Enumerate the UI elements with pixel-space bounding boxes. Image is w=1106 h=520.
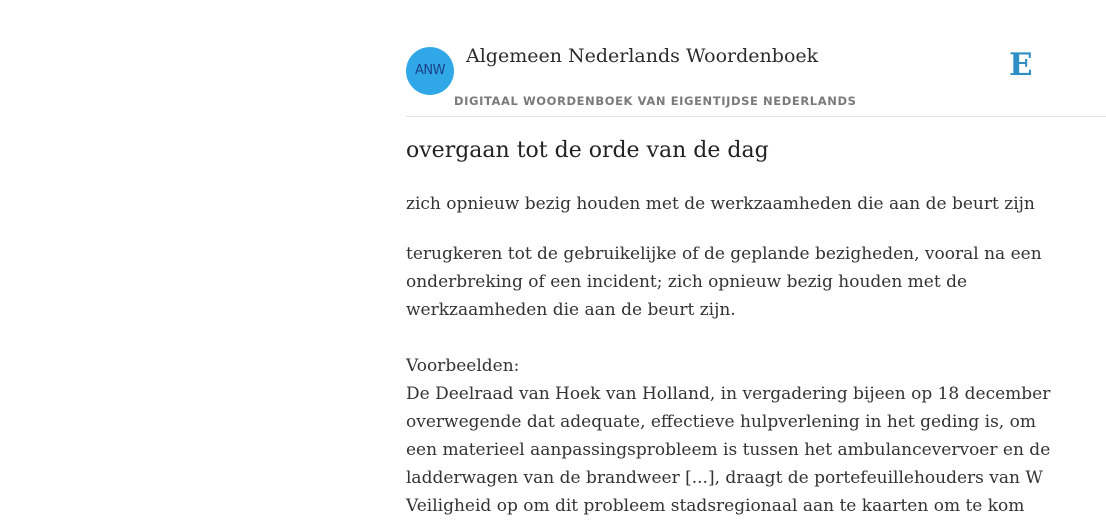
site-title[interactable]: Algemeen Nederlands Woordenboek	[466, 45, 819, 67]
site-header	[406, 0, 1106, 117]
dictionary-page	[406, 0, 1106, 516]
long-definition: terugkeren tot de gebruikelijke of de geplande bezigheden, vooral na een onderbreking of een incident; zich opnieuw bezig houden met de werkzaamheden die aan de beurt zijn.	[406, 244, 1042, 320]
cut-off-header-letter: E	[1009, 47, 1033, 83]
site-tagline: DIGITAAL WOORDENBOEK VAN EIGENTIJDSE NEDERLANDS	[454, 94, 857, 108]
anw-logo[interactable]: ANW	[406, 47, 454, 95]
examples-section	[406, 352, 1106, 520]
examples-text: De Deelraad van Hoek van Holland, in vergadering bijeen op 18 december overwegende dat adequate, effectieve hulpverlening in het geding is, om een materieel aanpassingsprobleem is tussen het ambulancevervoer en de ladderwagen van de brandweer [...], draagt de portefeuillehouders van W Veiligheid op om dit probleem stadsregionaal aan te kaarten om te kom	[406, 384, 1051, 516]
entry-title: overgaan tot de orde van de dag	[406, 138, 769, 163]
short-definition: zich opnieuw bezig houden met de werkzaamheden die aan de beurt zijn	[406, 194, 1035, 214]
examples-label: Voorbeelden:	[406, 356, 520, 376]
